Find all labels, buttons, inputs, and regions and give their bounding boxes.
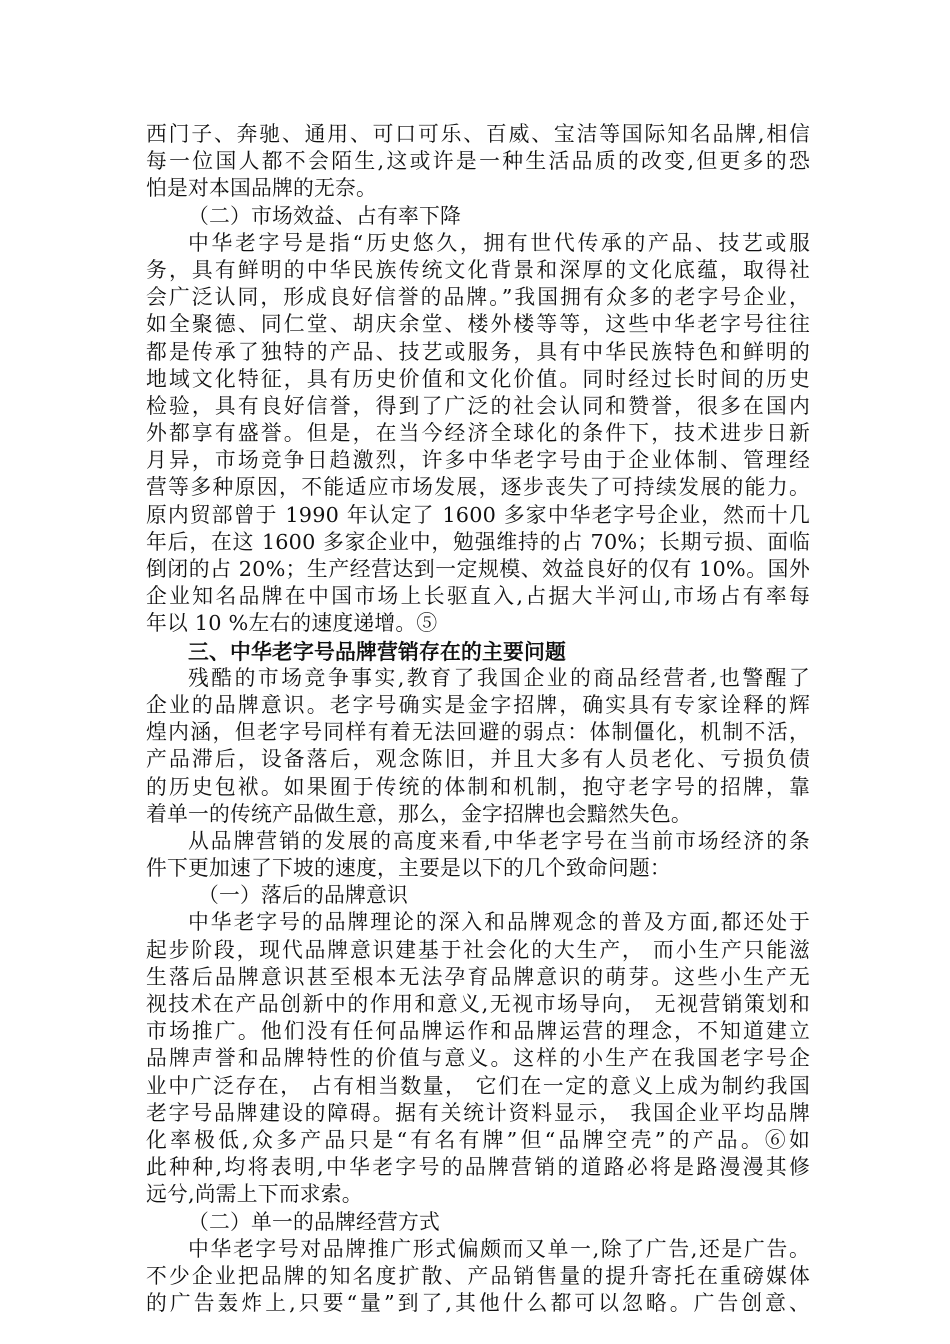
text-line: （一）落后的品牌意识 xyxy=(198,883,408,908)
text-line: 从品牌营销的发展的高度来看,中华老字号在当前市场经济的条 xyxy=(188,828,810,853)
text-line: 如全聚德、同仁堂、胡庆余堂、楼外楼等等，这些中华老字号往往 xyxy=(146,312,810,337)
text-line: 的广告轰炸上,只要“量”到了,其他什么都可以忽略。广告创意、 xyxy=(146,1291,810,1316)
text-line: 市场推广。他们没有任何品牌运作和品牌运营的理念，不知道建立 xyxy=(146,1019,810,1044)
text-line: 都是传承了独特的产品、技艺或服务，具有中华民族特色和鲜明的 xyxy=(146,339,810,364)
text-line: 老字号品牌建设的障碍。据有关统计资料显示， 我国企业平均品牌 xyxy=(146,1100,810,1125)
text-line: 化率极低,众多产品只是“有名有牌”但“品牌空壳”的产品。⑥如 xyxy=(146,1127,810,1152)
text-line: 中华老字号对品牌推广形式偏颇而又单一,除了广告,还是广告。 xyxy=(188,1236,810,1261)
text-line: （二）市场效益、占有率下降 xyxy=(188,203,461,228)
text-line: 外都享有盛誉。但是，在当今经济全球化的条件下，技术进步日新 xyxy=(146,421,810,446)
section-heading: 三、中华老字号品牌营销存在的主要问题 xyxy=(188,638,566,664)
text-line: 起步阶段，现代品牌意识建基于社会化的大生产， 而小生产只能滋 xyxy=(146,937,810,962)
text-line: 年以 10 %左右的速度递增。⑤ xyxy=(146,611,438,636)
text-line: 检验，具有良好信誉，得到了广泛的社会认同和赞誉，很多在国内 xyxy=(146,393,810,418)
text-line: 着单一的传统产品做生意，那么，金字招牌也会黯然失色。 xyxy=(146,801,692,826)
text-line: 不少企业把品牌的知名度扩散、产品销售量的提升寄托在重磅媒体 xyxy=(146,1263,810,1288)
text-line: 地域文化特征，具有历史价值和文化价值。同时经过长时间的历史 xyxy=(146,366,810,391)
text-line: 产品滞后，设备落后，观念陈旧，并且大多有人员老化、亏损负债 xyxy=(146,747,810,772)
text-line: 每一位国人都不会陌生,这或许是一种生活品质的改变,但更多的恐 xyxy=(146,149,810,174)
text-line: 中华老字号的品牌理论的深入和品牌观念的普及方面,都还处于 xyxy=(188,910,810,935)
text-line: 年后，在这 1600 多家企业中，勉强维持的占 70%；长期亏损、面临 xyxy=(146,529,810,554)
text-line: 中华老字号是指“历史悠久，拥有世代传承的产品、技艺或服 xyxy=(188,230,810,255)
text-line: 企业知名品牌在中国市场上长驱直入,占据大半河山,市场占有率每 xyxy=(146,584,810,609)
text-line: 西门子、奔驰、通用、可口可乐、百威、宝洁等国际知名品牌,相信 xyxy=(146,122,810,146)
text-line: 企业的品牌意识。老字号确实是金字招牌，确实具有专家诠释的辉 xyxy=(146,692,810,717)
text-line: 残酷的市场竞争事实,教育了我国企业的商品经营者,也警醒了 xyxy=(188,665,810,690)
text-line: 生落后品牌意识甚至根本无法孕育品牌意识的萌芽。这些小生产无 xyxy=(146,964,810,989)
text-line: 原内贸部曾于 1990 年认定了 1600 多家中华老字号企业，然而十几 xyxy=(146,502,810,527)
text-line: 件下更加速了下坡的速度，主要是以下的几个致命问题： xyxy=(146,856,671,881)
text-line: 视技术在产品创新中的作用和意义,无视市场导向， 无视营销策划和 xyxy=(146,992,810,1016)
text-line: 怕是对本国品牌的无奈。 xyxy=(146,176,377,201)
text-line: 务，具有鲜明的中华民族传统文化背景和深厚的文化底蕴，取得社 xyxy=(146,257,810,282)
text-line: 营等多种原因，不能适应市场发展，逐步丧失了可持续发展的能力。 xyxy=(146,475,810,500)
text-line: 业中广泛存在， 占有相当数量， 它们在一定的意义上成为制约我国 xyxy=(146,1073,810,1098)
text-line: 月异，市场竞争日趋激烈，许多中华老字号由于企业体制、管理经 xyxy=(146,448,810,473)
text-line: 远兮,尚需上下而求索。 xyxy=(146,1182,363,1207)
body-text xyxy=(146,121,810,1317)
text-line: 煌内涵，但老字号同样有着无法回避的弱点：体制僵化，机制不活， xyxy=(146,720,810,745)
text-line: 倒闭的占 20%；生产经营达到一定规模、效益良好的仅有 10%。国外 xyxy=(146,557,810,581)
text-line: 的历史包袱。如果囿于传统的体制和机制，抱守老字号的招牌，靠 xyxy=(146,774,810,799)
text-line: 会广泛认同，形成良好信誉的品牌。”我国拥有众多的老字号企业， xyxy=(146,285,810,310)
text-line: 品牌声誉和品牌特性的价值与意义。这样的小生产在我国老字号企 xyxy=(146,1046,810,1071)
text-line: 此种种,均将表明,中华老字号的品牌营销的道路必将是路漫漫其修 xyxy=(146,1155,810,1180)
text-line: （二）单一的品牌经营方式 xyxy=(188,1209,440,1234)
